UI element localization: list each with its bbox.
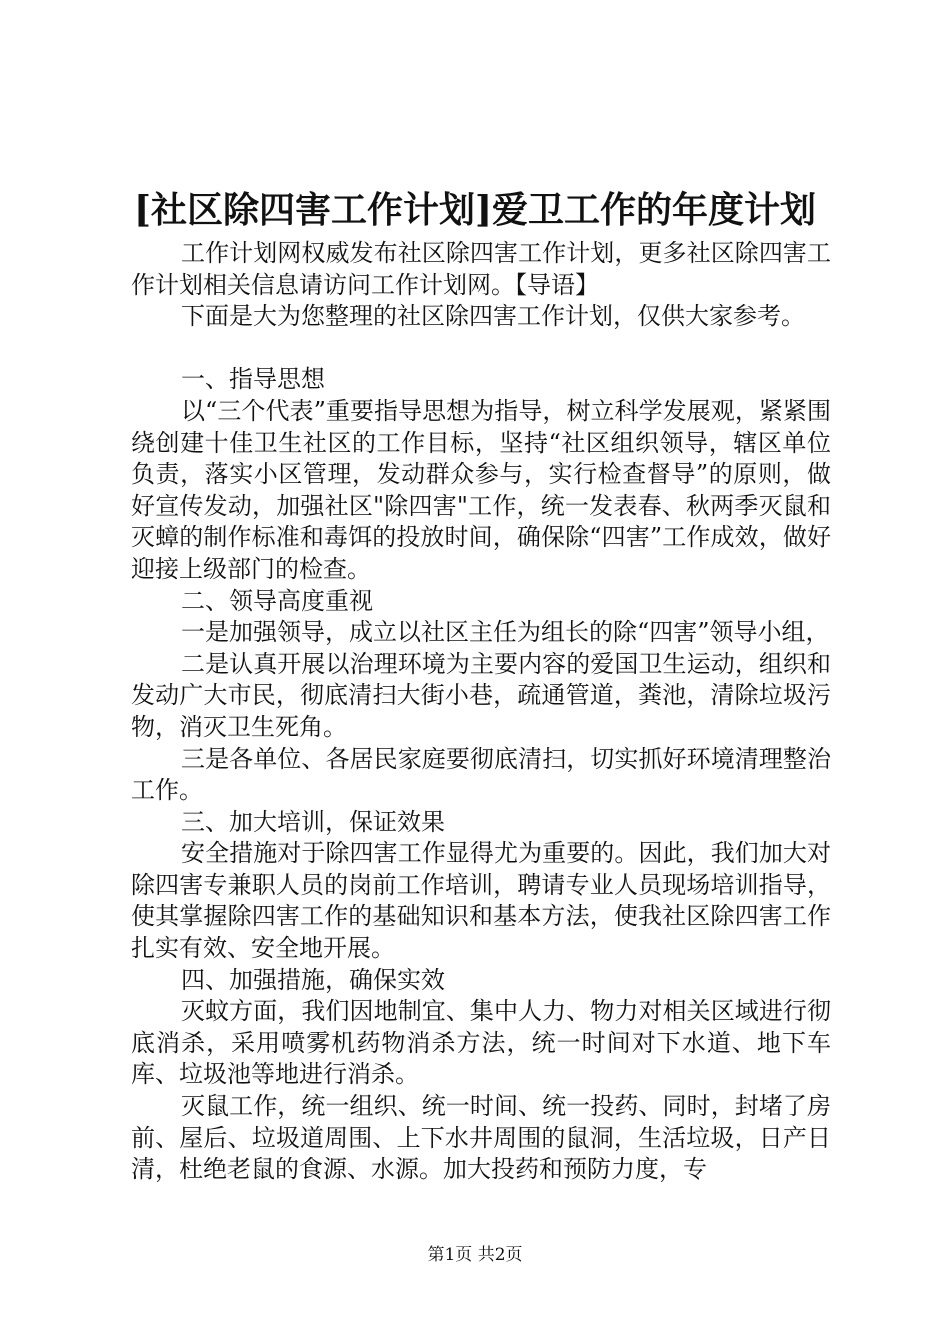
section-heading-3: 三、加大培训，保证效果 — [181, 807, 445, 836]
page-number-footer: 第1页 共2页 — [427, 1245, 523, 1265]
intro-paragraph: 工作计划网权威发布社区除四害工作计划，更多社区除四害工作计划相关信息请访问工作计划网。【导语】 — [131, 239, 831, 299]
section-2-paragraph-2: 二是认真开展以治理环境为主要内容的爱国卫生运动，组织和发动广大市民，彻底清扫大街小巷，疏通管道，粪池，清除垃圾污物，消灭卫生死角。 — [131, 649, 831, 741]
section-4-paragraph-1: 灭蚊方面，我们因地制宜、集中人力、物力对相关区域进行彻底消杀，采用喷雾机药物消杀方法，统一时间对下水道、地下车库、垃圾池等地进行消杀。 — [131, 997, 831, 1089]
section-2-paragraph-1: 一是加强领导，成立以社区主任为组长的除“四害”领导小组， — [181, 618, 830, 647]
section-1-paragraph: 以“三个代表”重要指导思想为指导，树立科学发展观，紧紧围绕创建十佳卫生社区的工作目标，坚持“社区组织领导，辖区单位负责，落实小区管理，发动群众参与，实行检查督导”的原则，做好宣传发动，加强社区"除四害"工作，统一发表春、秋两季灭鼠和灭蟑的制作标准和毒饵的投放时间，确保除“四害”工作成效，做好迎接上级部门的检查。 — [131, 396, 831, 583]
section-4-paragraph-2: 灭鼠工作，统一组织、统一时间、统一投药、同时，封堵了房前、屋后、垃圾道周围、上下水井周围的鼠洞，生活垃圾，日产日清，杜绝老鼠的食源、水源。加大投药和预防力度，专 — [131, 1092, 831, 1184]
document-body — [131, 238, 831, 1186]
section-heading-2: 二、领导高度重视 — [181, 586, 373, 615]
section-3-paragraph: 安全措施对于除四害工作显得尤为重要的。因此，我们加大对除四害专兼职人员的岗前工作培训，聘请专业人员现场培训指导，使其掌握除四害工作的基础知识和基本方法，使我社区除四害工作扎实有效、安全地开展。 — [131, 839, 831, 963]
document-title: [社区除四害工作计划]爱卫工作的年度计划 — [133, 189, 817, 231]
section-heading-4: 四、加强措施，确保实效 — [181, 965, 445, 994]
section-2-paragraph-3: 三是各单位、各居民家庭要彻底清扫，切实抓好环境清理整治工作。 — [131, 744, 831, 805]
intro-note: 下面是大为您整理的社区除四害工作计划，仅供大家参考。 — [181, 302, 805, 331]
section-heading-1: 一、指导思想 — [181, 365, 325, 394]
